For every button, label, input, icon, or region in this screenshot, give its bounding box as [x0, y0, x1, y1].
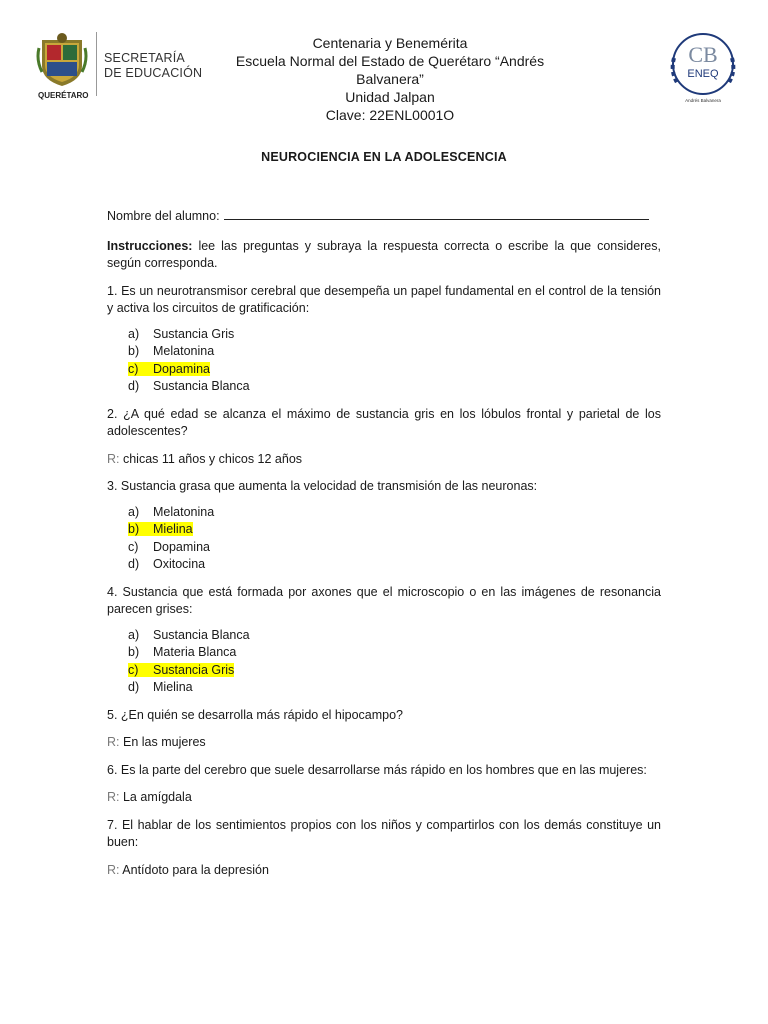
answer-text: chicas 11 años y chicos 12 años	[122, 451, 303, 466]
option[interactable]	[128, 556, 661, 574]
header-line: Centenaria y Benemérita	[312, 35, 468, 51]
option-text: Mielina	[153, 680, 193, 694]
option-letter: b)	[128, 522, 140, 536]
option-letter: c)	[128, 662, 139, 677]
option[interactable]	[128, 539, 661, 557]
header-line: Escuela Normal del Estado de Querétaro “Andrés	[235, 53, 545, 69]
eneq-logo-subtext: Andrés Balvanera	[685, 98, 721, 103]
options-3	[128, 504, 661, 574]
question-7: 7. El hablar de los sentimientos propios con los niños y compartirlos con los demás constituye un buen:	[107, 817, 661, 849]
question-3: 3. Sustancia grasa que aumenta la velocidad de transmisión de las neuronas:	[107, 479, 538, 493]
option-letter: a)	[128, 326, 140, 341]
answer-5	[107, 734, 661, 752]
question-5: 5. ¿En quién se desarrolla más rápido el hipocampo?	[107, 707, 404, 722]
option[interactable]	[128, 343, 661, 361]
answer-text: En las mujeres	[122, 735, 206, 749]
option-letter: d)	[128, 680, 140, 694]
option-letter: b)	[128, 344, 140, 358]
option-text: Mielina	[153, 522, 193, 536]
option-letter: a)	[128, 504, 140, 519]
options-4	[128, 627, 661, 697]
queretaro-coat-of-arms-icon	[36, 30, 88, 100]
option-text: Sustancia Gris	[153, 662, 235, 677]
option[interactable]	[128, 504, 661, 522]
secretaria-label: SECRETARÍA	[104, 51, 185, 65]
student-name-label: Nombre del alumno:	[107, 209, 220, 223]
educacion-label: DE EDUCACIÓN	[104, 66, 203, 80]
question-4: 4. Sustancia que está formada por axones que el microscopio o en las imágenes de resonancia parecen grises:	[107, 584, 661, 616]
option-text: Oxitocina	[153, 557, 206, 571]
queretaro-label: QUERÉTARO	[38, 91, 89, 100]
answer-text: La amígdala	[122, 790, 192, 804]
option[interactable]	[128, 627, 661, 645]
option[interactable]	[128, 644, 661, 662]
option-text: Melatonina	[153, 344, 215, 358]
eneq-logo-text: ENEQ	[687, 68, 719, 80]
question-1: 1. Es un neurotransmisor cerebral que desempeña un papel fundamental en el control de la tensión y activa los circuitos de gratificación:	[107, 283, 661, 315]
school-header	[212, 34, 568, 124]
option-text: Melatonina	[153, 504, 215, 519]
question-6: 6. Es la parte del cerebro que suele desarrollarse más rápido en los hombres que en las mujeres:	[107, 762, 647, 777]
instructions-text: lee las preguntas y subraya la respuesta correcta o escribe la que consideres, según corresponda.	[107, 238, 661, 270]
eneq-logo	[664, 28, 742, 106]
option-text: Sustancia Blanca	[153, 379, 250, 393]
secretaria-educacion-logo	[36, 30, 211, 104]
options-1	[128, 326, 661, 396]
option-selected[interactable]	[128, 361, 661, 379]
header-line: Clave: 22ENL0001O	[325, 107, 455, 123]
question-2: 2. ¿A qué edad se alcanza el máximo de sustancia gris en los lóbulos frontal y parietal de los adolescentes?	[107, 406, 661, 438]
option-letter: d)	[128, 557, 140, 571]
answer-6	[107, 789, 661, 807]
answer-text: Antídoto para la depresión	[122, 862, 269, 877]
instructions	[107, 238, 661, 273]
student-name-field[interactable]	[224, 207, 649, 220]
instructions-label: Instrucciones:	[107, 238, 193, 253]
header-line: Unidad Jalpan	[345, 89, 435, 105]
logo-divider	[96, 32, 97, 96]
header-line: Balvanera”	[356, 71, 424, 87]
option-text: Materia Blanca	[153, 645, 237, 659]
answer-label: R:	[107, 862, 120, 877]
option-letter: c)	[128, 539, 139, 554]
worksheet-content	[107, 207, 661, 879]
option[interactable]	[128, 378, 661, 396]
answer-2	[107, 451, 661, 469]
answer-7	[107, 862, 661, 880]
option-text: Sustancia Gris	[153, 326, 235, 341]
answer-label: R:	[107, 451, 120, 466]
option-selected[interactable]	[128, 662, 661, 680]
answer-label: R:	[107, 735, 120, 749]
option-text: Sustancia Blanca	[153, 627, 250, 642]
option-selected[interactable]	[128, 521, 661, 539]
option[interactable]	[128, 679, 661, 697]
page-title: NEUROCIENCIA EN LA ADOLESCENCIA	[261, 150, 507, 164]
eneq-logo-letters: CB	[688, 42, 718, 67]
option-text: Dopamina	[153, 361, 210, 376]
student-name-row	[107, 207, 661, 226]
option-letter: c)	[128, 361, 139, 376]
option-letter: d)	[128, 379, 140, 393]
option-letter: b)	[128, 645, 140, 659]
option-text: Dopamina	[153, 539, 210, 554]
option[interactable]	[128, 326, 661, 344]
answer-label: R:	[107, 790, 120, 804]
option-letter: a)	[128, 627, 140, 642]
